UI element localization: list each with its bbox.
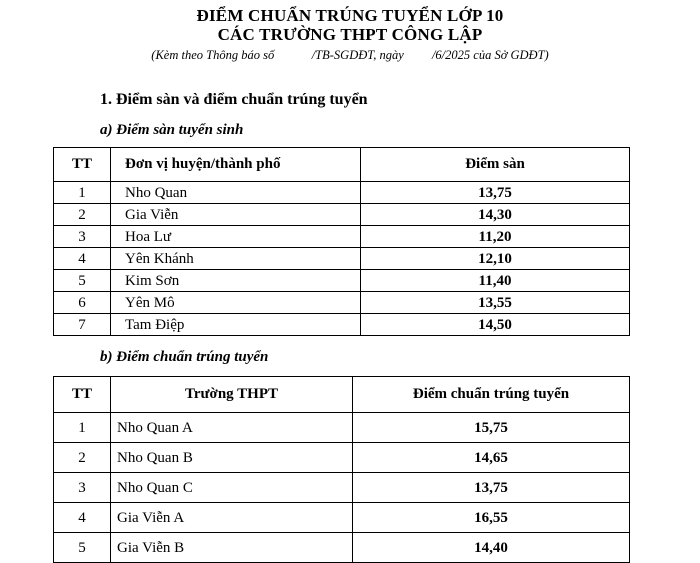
cell-tt: 1: [54, 182, 111, 204]
cell-school: Nho Quan A: [111, 413, 353, 443]
part-a-heading: a) Điểm sàn tuyển sinh: [100, 122, 244, 138]
cell-score: 16,55: [353, 503, 630, 533]
table-row: [54, 270, 630, 292]
cell-district: Nho Quan: [111, 182, 361, 204]
table-header-row: [54, 148, 630, 182]
cell-tt: 2: [54, 443, 111, 473]
cell-tt: 5: [54, 533, 111, 563]
cell-district: Gia Viễn: [111, 204, 361, 226]
table-row: [54, 443, 630, 473]
section-heading: 1. Điểm sàn và điểm chuẩn trúng tuyển: [100, 91, 368, 108]
cell-score: 14,50: [361, 314, 630, 336]
cell-district: Kim Sơn: [111, 270, 361, 292]
cell-tt: 7: [54, 314, 111, 336]
cell-tt: 1: [54, 413, 111, 443]
cell-score: 14,30: [361, 204, 630, 226]
column-header-admission-score: Điểm chuẩn trúng tuyển: [353, 377, 630, 413]
table-row: [54, 248, 630, 270]
cell-school: Nho Quan C: [111, 473, 353, 503]
cell-score: 13,75: [353, 473, 630, 503]
cell-score: 12,10: [361, 248, 630, 270]
cell-score: 14,65: [353, 443, 630, 473]
cell-tt: 4: [54, 248, 111, 270]
cell-district: Hoa Lư: [111, 226, 361, 248]
cell-tt: 5: [54, 270, 111, 292]
cell-school: Gia Viễn B: [111, 533, 353, 563]
column-header-tt: TT: [54, 377, 111, 413]
part-b-heading: b) Điểm chuẩn trúng tuyển: [100, 349, 269, 365]
cell-tt: 2: [54, 204, 111, 226]
cell-school: Gia Viễn A: [111, 503, 353, 533]
column-header-floor-score: Điểm sàn: [361, 148, 630, 182]
table-header-row: [54, 377, 630, 413]
cell-district: Tam Điệp: [111, 314, 361, 336]
document-title: ĐIỂM CHUẨN TRÚNG TUYỂN LỚP 10: [196, 6, 504, 25]
cell-tt: 6: [54, 292, 111, 314]
column-header-tt: TT: [54, 148, 111, 182]
cell-score: 13,75: [361, 182, 630, 204]
admission-score-table: [53, 376, 630, 563]
table-row: [54, 503, 630, 533]
column-header-school: Trường THPT: [111, 377, 353, 413]
table-row: [54, 226, 630, 248]
table-row: [54, 204, 630, 226]
document-subtitle-title: CÁC TRƯỜNG THPT CÔNG LẬP: [217, 25, 483, 44]
cell-district: Yên Khánh: [111, 248, 361, 270]
table-row: [54, 182, 630, 204]
table-row: [54, 292, 630, 314]
cell-tt: 3: [54, 473, 111, 503]
cell-score: 13,55: [361, 292, 630, 314]
column-header-district: Đơn vị huyện/thành phố: [111, 148, 361, 182]
cell-score: 11,40: [361, 270, 630, 292]
table-row: [54, 533, 630, 563]
cell-score: 14,40: [353, 533, 630, 563]
cell-tt: 4: [54, 503, 111, 533]
cell-school: Nho Quan B: [111, 443, 353, 473]
cell-tt: 3: [54, 226, 111, 248]
cell-score: 11,20: [361, 226, 630, 248]
cell-district: Yên Mô: [111, 292, 361, 314]
document-reference-note: (Kèm theo Thông báo số /TB-SGDĐT, ngày /6/2025 của Sở GDĐT): [151, 48, 549, 62]
floor-score-table: [53, 147, 630, 336]
table-row: [54, 473, 630, 503]
cell-score: 15,75: [353, 413, 630, 443]
table-row: [54, 413, 630, 443]
table-row: [54, 314, 630, 336]
